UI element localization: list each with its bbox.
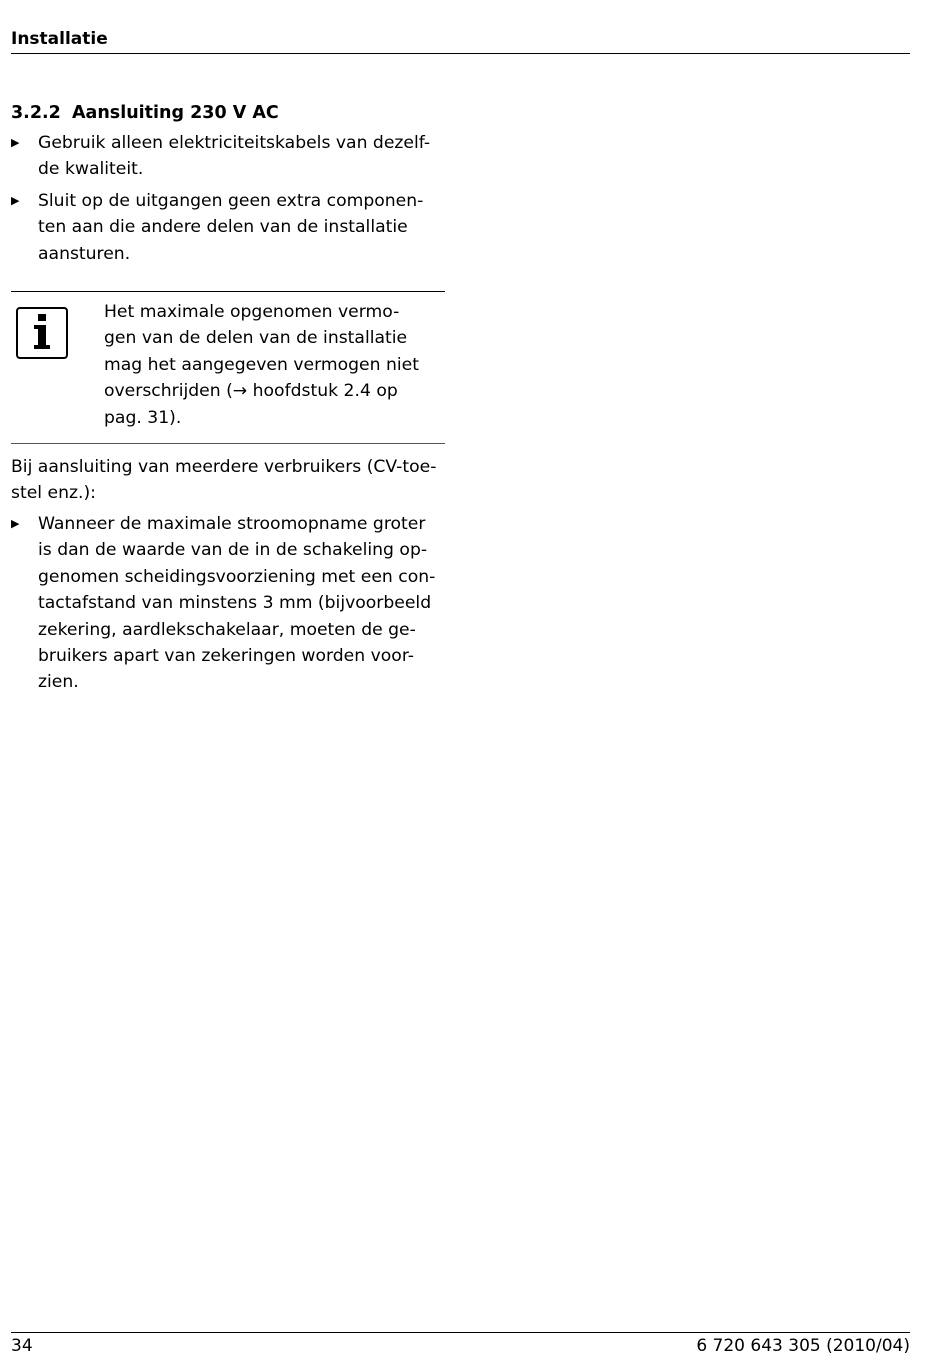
header-rule bbox=[11, 53, 910, 54]
step-line: ten aan die andere delen van de installatie bbox=[38, 217, 408, 238]
info-note-line: mag het aangegeven vermogen niet bbox=[104, 354, 419, 375]
instruction-step bbox=[11, 511, 445, 696]
info-icon-glyph bbox=[31, 314, 53, 352]
step-line: zien. bbox=[38, 672, 79, 693]
step-line: Sluit op de uitgangen geen extra componen- bbox=[38, 190, 424, 211]
step-line: Wanneer de maximale stroomopname groter bbox=[38, 513, 426, 534]
step-marker-icon: ▶ bbox=[11, 516, 20, 530]
paragraph-line: Bij aansluiting van meerdere verbruikers (CV-toe- bbox=[11, 457, 437, 478]
info-note-line: Het maximale opgenomen vermo- bbox=[104, 302, 400, 323]
info-icon bbox=[16, 307, 68, 359]
paragraph bbox=[11, 454, 445, 507]
paragraph-line: stel enz.): bbox=[11, 483, 96, 504]
step-marker-icon: ▶ bbox=[11, 136, 20, 149]
info-note-line: pag. 31). bbox=[104, 407, 182, 428]
step-line: is dan de waarde van de in de schakeling op- bbox=[38, 540, 428, 561]
section-title: Aansluiting 230 V AC bbox=[72, 103, 279, 123]
info-note-line: gen van de delen van de installatie bbox=[104, 328, 408, 349]
document-id: 6 720 643 305 (2010/04) bbox=[696, 1336, 910, 1356]
step-line: aansturen. bbox=[38, 243, 131, 264]
section-number: 3.2.2 bbox=[11, 103, 61, 123]
step-line: de kwaliteit. bbox=[38, 159, 144, 180]
step-line: tactafstand van minstens 3 mm (bijvoorbeeld bbox=[38, 593, 432, 614]
footer-rule bbox=[11, 1332, 910, 1333]
info-note-text bbox=[104, 299, 419, 431]
section-heading bbox=[11, 100, 445, 126]
info-note-line: overschrijden (→ hoofdstuk 2.4 op bbox=[104, 381, 398, 402]
instruction-step bbox=[11, 130, 445, 183]
step-line: bruikers apart van zekeringen worden voor- bbox=[38, 645, 414, 666]
instruction-step bbox=[11, 188, 445, 267]
page-number: 34 bbox=[11, 1336, 33, 1356]
info-note bbox=[11, 291, 445, 444]
step-line: genomen scheidingsvoorziening met een con- bbox=[38, 566, 436, 587]
step-marker-icon: ▶ bbox=[11, 193, 20, 207]
content-column bbox=[11, 100, 445, 701]
step-line: Gebruik alleen elektriciteitskabels van dezelf- bbox=[38, 133, 431, 153]
running-header: Installatie bbox=[11, 29, 108, 49]
step-line: zekering, aardlekschakelaar, moeten de ge- bbox=[38, 619, 416, 640]
